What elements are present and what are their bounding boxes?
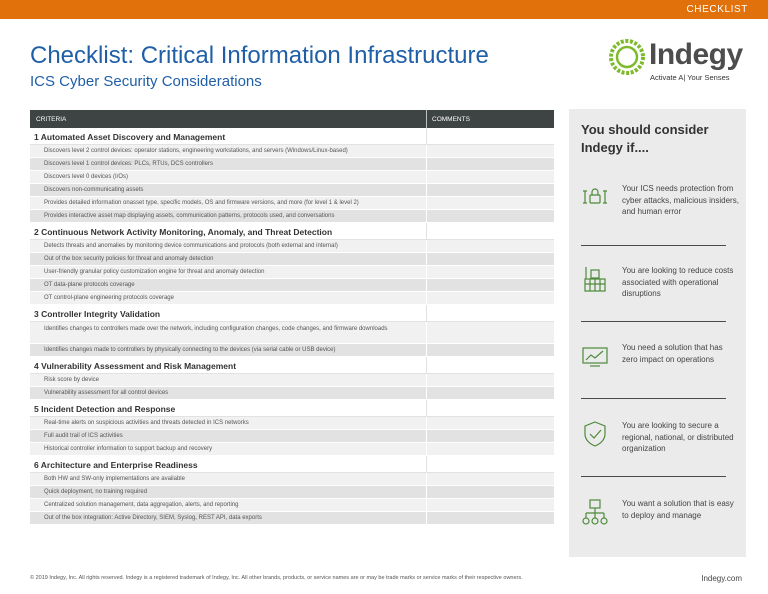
criteria-cell: Both HW and SW-only implementations are available — [30, 473, 427, 485]
comment-cell[interactable] — [427, 387, 554, 399]
comment-cell[interactable] — [427, 430, 554, 442]
divider — [581, 245, 726, 246]
table-row — [30, 240, 554, 253]
table-row — [30, 210, 554, 223]
logo-wordmark: Indegy — [649, 38, 743, 71]
table-row — [30, 430, 554, 443]
criteria-cell: Provides interactive asset map displaying assets, communication patterns, protocols used, and conversations — [30, 210, 427, 222]
checklist-table — [30, 110, 554, 525]
comment-cell[interactable] — [427, 197, 554, 209]
comment-cell[interactable] — [427, 417, 554, 429]
comment-cell[interactable] — [427, 223, 554, 239]
comment-cell[interactable] — [427, 128, 554, 144]
building-cost-icon — [581, 265, 609, 293]
logo-tagline: Activate A| Your Senses — [650, 73, 730, 82]
section-title: 6 Architecture and Enterprise Readiness — [30, 456, 427, 472]
criteria-cell: Historical controller information to support backup and recovery — [30, 443, 427, 455]
criteria-cell: OT control-plane engineering protocols coverage — [30, 292, 427, 304]
comment-cell[interactable] — [427, 322, 554, 343]
panel-item-text: You need a solution that has zero impact on operations — [622, 343, 723, 364]
table-row — [30, 486, 554, 499]
table-row — [30, 417, 554, 430]
criteria-cell: Provides detailed information onasset type, specific models, OS and firmware versions, and more (for level 1 & level 2) — [30, 197, 427, 209]
section-heading — [30, 400, 554, 417]
monitor-chart-icon — [581, 342, 609, 370]
criteria-cell: Discovers non-communicating assets — [30, 184, 427, 196]
table-row — [30, 292, 554, 305]
table-header — [30, 110, 554, 128]
legal-footer: © 2019 Indegy, Inc. All rights reserved. Indegy is a registered trademark of Indegy, Inc. All other brands, products, or service names are or may be trade marks or service marks of their respective owners. — [30, 575, 523, 581]
comment-cell[interactable] — [427, 400, 554, 416]
table-row — [30, 512, 554, 525]
table-row — [30, 499, 554, 512]
document-type-label: CHECKLIST — [686, 4, 748, 15]
comment-cell[interactable] — [427, 184, 554, 196]
criteria-column-header: CRITERIA — [30, 110, 427, 128]
criteria-cell: Vulnerability assessment for all control devices — [30, 387, 427, 399]
section-heading — [30, 357, 554, 374]
criteria-cell: Quick deployment, no training required — [30, 486, 427, 498]
criteria-cell: Identifies changes made to controllers by physically connecting to the devices (via serial cable or USB device) — [30, 344, 427, 356]
table-row — [30, 344, 554, 357]
criteria-cell: User-friendly granular policy customization engine for threat and anomaly detection — [30, 266, 427, 278]
criteria-cell: Discovers level 2 control devices: operator stations, engineering workstations, and servers (Windows/Linux-based) — [30, 145, 427, 157]
table-row — [30, 443, 554, 456]
comments-column-header: COMMENTS — [432, 116, 470, 123]
table-row — [30, 158, 554, 171]
criteria-cell: Discovers level 1 control devices: PLCs, RTUs, DCS controllers — [30, 158, 427, 170]
comment-cell[interactable] — [427, 344, 554, 356]
comment-cell[interactable] — [427, 374, 554, 386]
table-row — [30, 322, 554, 344]
shield-check-icon — [581, 420, 609, 448]
comment-cell[interactable] — [427, 158, 554, 170]
page-subtitle: ICS Cyber Security Considerations — [30, 73, 262, 90]
criteria-cell: Discovers level 0 devices (I/Os) — [30, 171, 427, 183]
criteria-cell: OT data-plane protocols coverage — [30, 279, 427, 291]
table-row — [30, 171, 554, 184]
criteria-cell: Detects threats and anomalies by monitoring device communications and protocols (both external and internal) — [30, 240, 427, 252]
consider-panel — [569, 109, 746, 557]
comment-cell[interactable] — [427, 512, 554, 524]
comment-cell[interactable] — [427, 499, 554, 511]
criteria-cell: Centralized solution management, data aggregation, alerts, and reporting — [30, 499, 427, 511]
panel-item-text: You want a solution that is easy to deploy and manage — [622, 499, 734, 520]
section-title: 3 Controller Integrity Validation — [30, 305, 427, 321]
comment-cell[interactable] — [427, 210, 554, 222]
divider — [581, 476, 726, 477]
section-heading — [30, 456, 554, 473]
table-row — [30, 266, 554, 279]
hierarchy-icon — [581, 498, 609, 526]
table-row — [30, 387, 554, 400]
comment-cell[interactable] — [427, 279, 554, 291]
top-banner — [0, 0, 768, 19]
table-row — [30, 253, 554, 266]
section-title: 4 Vulnerability Assessment and Risk Management — [30, 357, 427, 373]
divider — [581, 398, 726, 399]
table-row — [30, 197, 554, 210]
criteria-cell: Out of the box security policies for threat and anomaly detection — [30, 253, 427, 265]
section-heading — [30, 305, 554, 322]
comment-cell[interactable] — [427, 266, 554, 278]
criteria-cell: Full audit trail of ICS activities — [30, 430, 427, 442]
comment-cell[interactable] — [427, 486, 554, 498]
divider — [581, 321, 726, 322]
table-row — [30, 473, 554, 486]
comment-cell[interactable] — [427, 253, 554, 265]
comment-cell[interactable] — [427, 292, 554, 304]
criteria-cell: Risk score by device — [30, 374, 427, 386]
comment-cell[interactable] — [427, 240, 554, 252]
section-heading — [30, 223, 554, 240]
section-heading — [30, 128, 554, 145]
network-lock-icon — [581, 183, 609, 211]
panel-item-text: You are looking to secure a regional, national, or distributed organization — [622, 421, 734, 453]
panel-item-text: You are looking to reduce costs associated with operational disruptions — [622, 266, 734, 298]
comment-cell[interactable] — [427, 145, 554, 157]
table-row — [30, 184, 554, 197]
comment-cell[interactable] — [427, 456, 554, 472]
comment-cell[interactable] — [427, 443, 554, 455]
indegy-logo — [608, 38, 748, 84]
logo-ring-icon — [608, 38, 646, 76]
criteria-cell: Out of the box integration: Active Directory, SIEM, Syslog, REST API, data exports — [30, 512, 427, 524]
section-title: 1 Automated Asset Discovery and Management — [30, 128, 427, 144]
criteria-cell: Identifies changes to controllers made over the network, including configuration changes, code changes, and firmware downloads — [30, 322, 427, 343]
comment-cell[interactable] — [427, 171, 554, 183]
table-row — [30, 374, 554, 387]
panel-item-text: Your ICS needs protection from cyber attacks, malicious insiders, and human error — [622, 184, 739, 216]
comment-cell[interactable] — [427, 473, 554, 485]
section-title: 2 Continuous Network Activity Monitoring, Anomaly, and Threat Detection — [30, 223, 427, 239]
table-row — [30, 279, 554, 292]
panel-heading: You should consider Indegy if.... — [581, 122, 709, 155]
footer-website-link[interactable]: Indegy.com — [701, 574, 742, 583]
comment-cell[interactable] — [427, 305, 554, 321]
criteria-cell: Real-time alerts on suspicious activities and threats detected in ICS networks — [30, 417, 427, 429]
page-title: Checklist: Critical Information Infrastructure — [30, 42, 489, 69]
table-row — [30, 145, 554, 158]
section-title: 5 Incident Detection and Response — [30, 400, 427, 416]
comment-cell[interactable] — [427, 357, 554, 373]
